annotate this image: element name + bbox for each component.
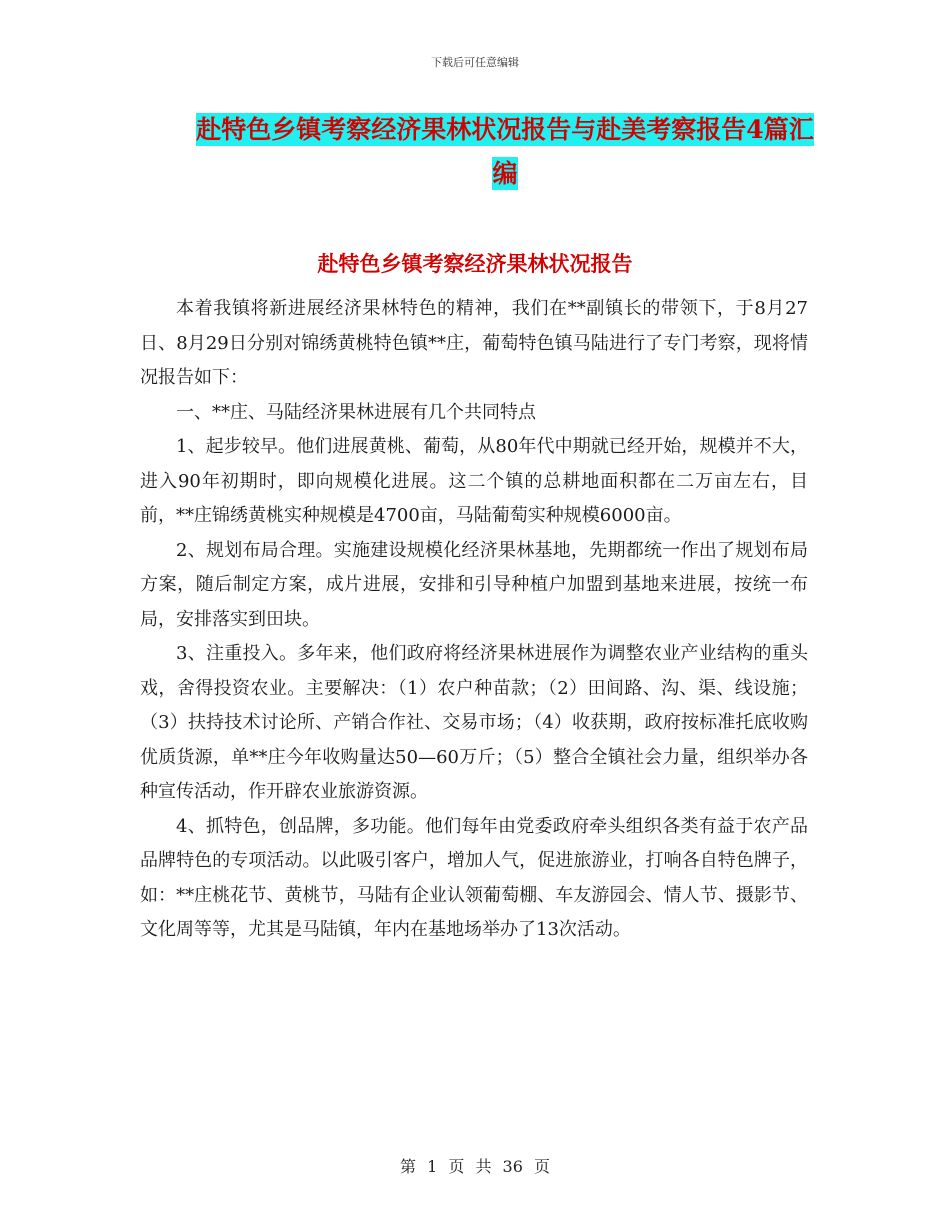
section-title: 赴特色乡镇考察经济果林状况报告 (317, 251, 633, 276)
page-number: 第 1 页 共 36 页 (400, 1157, 550, 1176)
paragraph-point-4: 4、抓特色，创品牌，多功能。他们每年由党委政府牵头组织各类有益于农产品品牌特色的专项活动。以此吸引客户，增加人气，促进旅游业，打响各自特色牌子，如：**庄桃花节、黄桃节，马陆有企业认领葡萄棚、车友游园会、情人节、摄影节、文化周等等，尤其是马陆镇，年内在基地场举办了13次活动。 (140, 815, 808, 940)
header-note: 下载后可任意编辑 (431, 56, 519, 69)
document-body (140, 292, 808, 948)
document-title-text: 赴特色乡镇考察经济果林状况报告与赴美考察报告4篇汇编 (196, 115, 814, 188)
paragraph-heading-1: 一、**庄、马陆经济果林进展有几个共同特点 (176, 401, 536, 423)
paragraph-intro: 本着我镇将新进展经济果林特色的精神，我们在**副镇长的带领下，于8月27日、8月29日分别对锦绣黄桃特色镇**庄，葡萄特色镇马陆进行了专门考察，现将情况报告如下： (140, 298, 808, 388)
paragraph-point-3: 3、注重投入。多年来，他们政府将经济果林进展作为调整农业产业结构的重头戏，舍得投资农业。主要解决：（1）农户种苗款；（2）田间路、沟、渠、线设施；（3）扶持技术讨论所、产销合作社、交易市场；（4）收获期，政府按标准托底收购优质货源，单**庄今年收购量达50—60万斤；（5）整合全镇社会力量，组织举办各种宣传活动，作开辟农业旅游资源。 (140, 643, 808, 802)
paragraph-point-2: 2、规划布局合理。实施建设规模化经济果林基地，先期都统一作出了规划布局方案，随后制定方案，成片进展，安排和引导种植户加盟到基地来进展，按统一布局，安排落实到田块。 (140, 539, 808, 630)
document-title (195, 108, 815, 196)
paragraph-point-1: 1、起步较早。他们进展黄桃、葡萄，从80年代中期就已经开始，规模并不大，进入90年初期时，即向规模化进展。这二个镇的总耕地面积都在二万亩左右，目前，**庄锦绣黄桃实种规模是4700亩，马陆葡萄实种规模6000亩。 (140, 436, 808, 526)
